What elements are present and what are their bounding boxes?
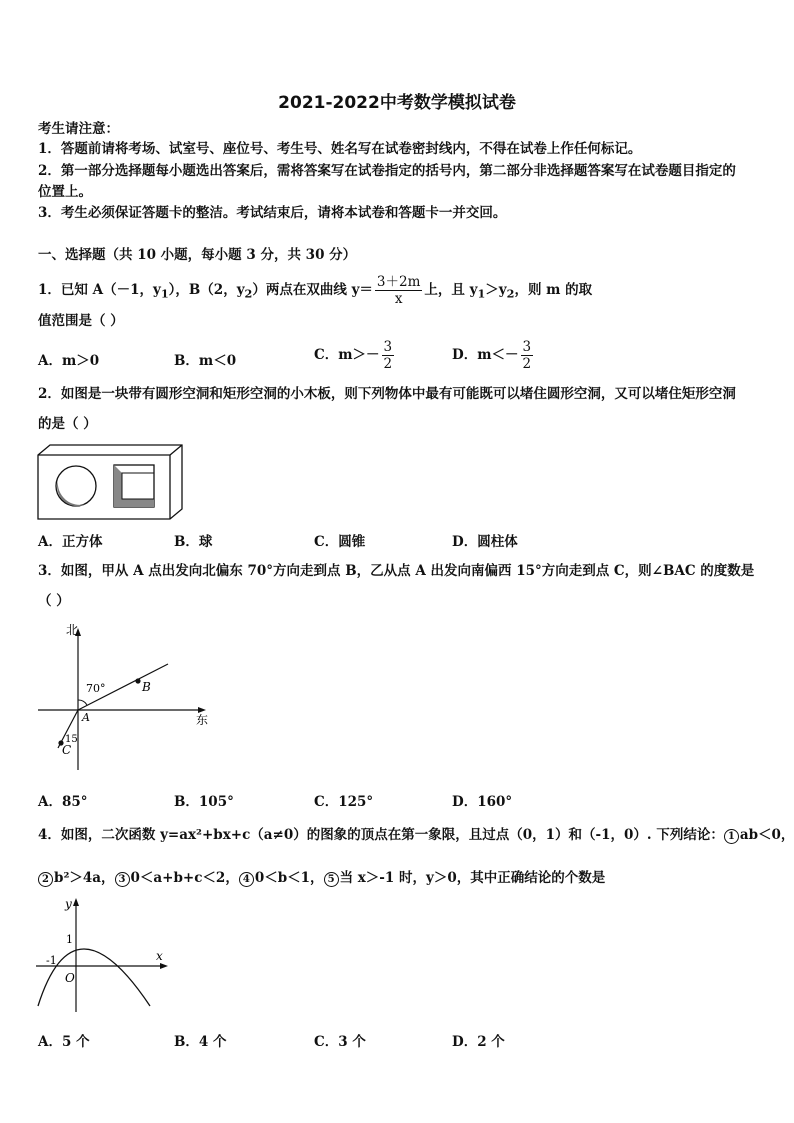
origin-label: O	[65, 971, 75, 985]
north-label: 北	[66, 623, 79, 637]
frac-den: 2	[383, 356, 393, 372]
wooden-board-figure	[36, 443, 186, 523]
notice-heading: 考生请注意：	[38, 121, 119, 137]
q4-text: 当 x＞-1 时，y＞0，其中正确结论的个数是	[339, 870, 606, 886]
q1-option-d-frac	[521, 339, 534, 372]
q3-option-a[interactable]: A．85°	[38, 794, 88, 810]
q1-option-d[interactable]	[452, 339, 535, 372]
east-label: 东	[196, 713, 209, 727]
tick-neg1-label: -1	[46, 954, 57, 967]
circled-number: 2	[38, 872, 53, 887]
q4-option-a[interactable]: A．5 个	[38, 1034, 90, 1050]
question-4-line1	[38, 826, 794, 844]
question-1-line2: 值范围是（ ）	[38, 313, 124, 329]
circled-number: 3	[115, 872, 130, 887]
q3-option-d[interactable]: D．160°	[452, 794, 513, 810]
q1-text: ，则 m 的取	[514, 282, 593, 298]
q1-text: ），B（2，y	[168, 282, 245, 298]
frac-num: 3	[522, 339, 532, 355]
question-2-line2: 的是（ ）	[38, 416, 97, 432]
q2-option-c[interactable]: C．圆锥	[314, 534, 366, 550]
q4-text: 4．如图，二次函数 y=ax²+bx+c（a≠0）的图象的顶点在第一象限，且过点（0，1）和（-1，0）. 下列结论：	[38, 827, 724, 843]
q2-option-a[interactable]: A．正方体	[38, 534, 103, 550]
q1-text: 1．已知 A（－1，y	[38, 282, 161, 298]
circled-number: 4	[239, 872, 254, 887]
y-axis-label: y	[65, 897, 72, 911]
question-3-line2: （ ）	[38, 593, 70, 609]
parabola-figure	[34, 894, 174, 1014]
point-a-label: A	[82, 711, 90, 724]
q1-fraction	[375, 274, 422, 307]
q1-option-a[interactable]: A．m＞0	[38, 353, 100, 369]
x-axis-label: x	[156, 949, 163, 963]
q4-option-c[interactable]: C．3 个	[314, 1034, 366, 1050]
angle-70-label: 70°	[86, 682, 106, 695]
q1-text: 上，且 y	[424, 282, 478, 298]
angle-15-label: 15	[65, 734, 78, 745]
q1-frac-den: x	[394, 291, 403, 307]
q3-option-c[interactable]: C．125°	[314, 794, 374, 810]
q1-option-d-text: D．m＜－	[452, 347, 519, 363]
tick-one-label: 1	[66, 933, 73, 946]
q1-option-c-frac	[382, 339, 395, 372]
q1-option-c-text: C．m＞－	[314, 347, 380, 363]
question-3-line1: 3．如图，甲从 A 点出发向北偏东 70°方向走到点 B，乙从点 A 出发向南偏西 15°方向走到点 C，则∠BAC 的度数是	[38, 563, 755, 579]
circled-number: 5	[324, 872, 339, 887]
q1-text: ）两点在双曲线 y＝	[252, 282, 373, 298]
direction-figure	[36, 620, 216, 778]
frac-den: 2	[522, 356, 532, 372]
q2-option-b[interactable]: B．球	[174, 534, 213, 550]
q3-option-b[interactable]: B．105°	[174, 794, 234, 810]
question-4-line2	[38, 869, 605, 887]
notice-item: 2．第一部分选择题每小题选出答案后，需将答案写在试卷指定的括号内，第二部分非选择题答案写在试卷题目指定的	[38, 163, 736, 179]
q1-frac-num: 3＋2m	[376, 274, 421, 290]
q1-option-b[interactable]: B．m＜0	[174, 353, 237, 369]
round-hole	[56, 466, 96, 506]
q1-sub: 2	[244, 286, 253, 301]
point-b-label: B	[142, 680, 151, 694]
q4-text: b²＞4a，	[54, 870, 115, 886]
circled-number: 1	[724, 829, 739, 844]
point-c-label: C	[62, 743, 72, 757]
q4-option-d[interactable]: D．2 个	[452, 1034, 505, 1050]
notice-item: 位置上。	[38, 184, 92, 200]
frac-num: 3	[383, 339, 393, 355]
section-heading: 一、选择题（共 10 小题，每小题 3 分，共 30 分）	[38, 247, 357, 263]
q4-text: 0＜b＜1，	[254, 870, 324, 886]
q4-text: ab＜0，	[739, 827, 794, 843]
question-1-stem	[38, 274, 592, 307]
notice-item: 3．考生必须保证答题卡的整洁。考试结束后，请将本试卷和答题卡一并交回。	[38, 205, 507, 221]
q1-sub: 1	[477, 286, 486, 301]
q1-sub: 2	[506, 286, 515, 301]
q4-option-b[interactable]: B．4 个	[174, 1034, 227, 1050]
q2-option-d[interactable]: D．圆柱体	[452, 534, 518, 550]
question-2-line1: 2．如图是一块带有圆形空洞和矩形空洞的小木板，则下列物体中最有可能既可以堵住圆形空洞，又可以堵住矩形空洞	[38, 386, 736, 402]
q1-sub: 1	[160, 286, 169, 301]
notice-item: 1．答题前请将考场、试室号、座位号、考生号、姓名写在试卷密封线内，不得在试卷上作任何标记。	[38, 141, 642, 157]
page-title: 2021-2022中考数学模拟试卷	[278, 93, 516, 113]
q4-text: 0＜a+b+c＜2，	[130, 870, 239, 886]
q1-option-c[interactable]	[314, 339, 396, 372]
q1-text: ＞y	[485, 282, 507, 298]
